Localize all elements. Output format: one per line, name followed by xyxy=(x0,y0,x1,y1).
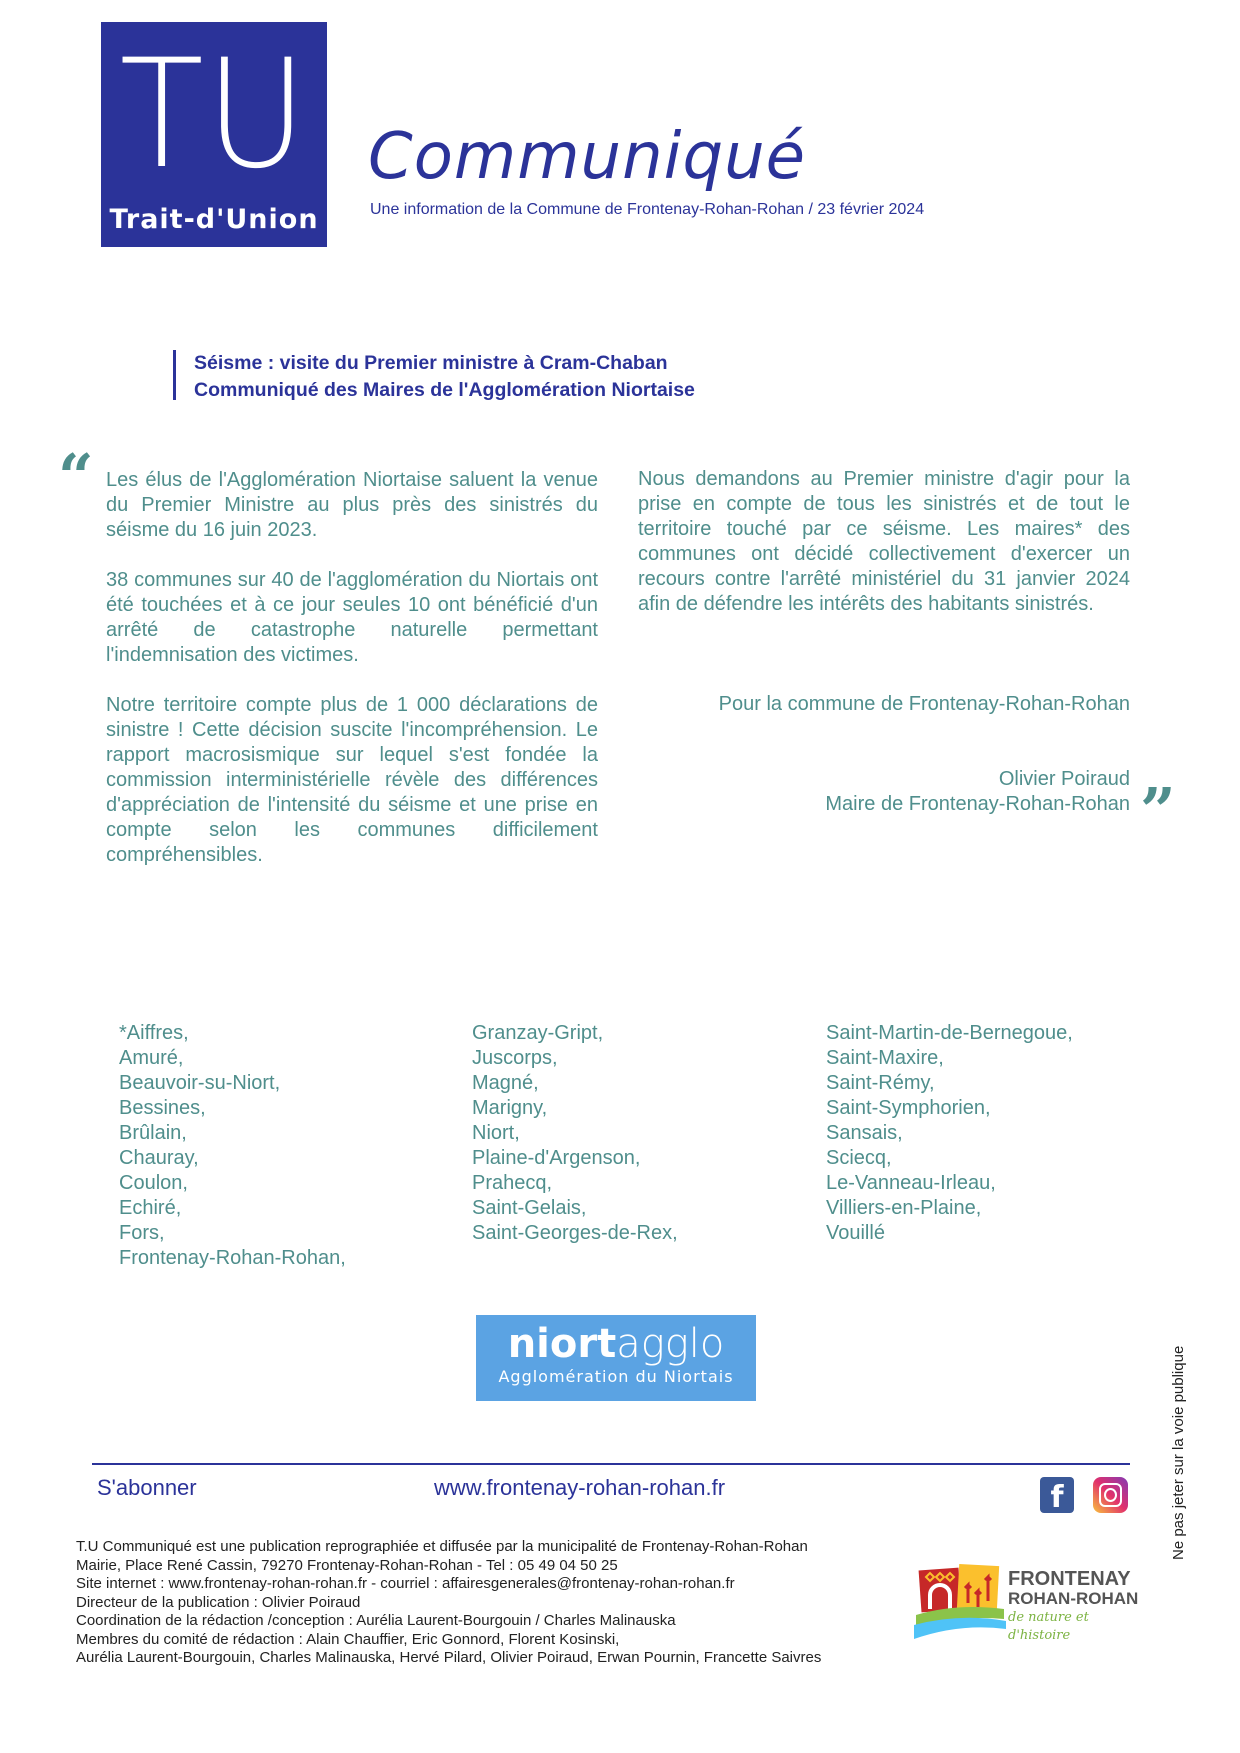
signer-name: Olivier Poiraud xyxy=(998,768,1130,790)
credit-line: Coordination de la rédaction /conception : Aurélia Laurent-Bourgouin / Charles Malinauska xyxy=(76,1612,676,1629)
credit-line: Aurélia Laurent-Bourgouin, Charles Malinauska, Hervé Pilard, Olivier Poiraud, Erwan Pournin, Francette Saivres xyxy=(76,1649,822,1666)
town-logo-tagline: de nature et d'histoire xyxy=(1008,1610,1089,1643)
paragraph: Les élus de l'Agglomération Niortaise saluent la venue du Premier Ministre au plus près des sinistrés du séisme du 16 juin 2023. xyxy=(106,469,598,541)
page-title: Communiqué xyxy=(368,120,806,194)
trait-d-union-logo xyxy=(101,22,327,247)
communes-column-3 xyxy=(826,1021,1073,1246)
commune-item: Villiers-en-Plaine, xyxy=(826,1197,982,1219)
website-link[interactable]: www.frontenay-rohan-rohan.fr xyxy=(434,1475,726,1500)
vertical-disposal-note: Ne pas jeter sur la voie publique xyxy=(1170,1345,1187,1560)
commune-item: Niort, xyxy=(472,1122,520,1144)
commune-item: Beauvoir-su-Niort, xyxy=(119,1072,281,1094)
commune-item: Sciecq, xyxy=(826,1147,892,1169)
open-quote-icon: “ xyxy=(58,440,94,513)
commune-item: Magné, xyxy=(472,1072,539,1094)
commune-item: Marigny, xyxy=(472,1097,548,1119)
page-subtitle: Une information de la Commune de Frontenay-Rohan-Rohan / 23 février 2024 xyxy=(370,201,925,218)
commune-item: Fors, xyxy=(119,1222,165,1244)
niort-agglo-wordmark xyxy=(476,1321,756,1367)
commune-item: Saint-Martin-de-Bernegoue, xyxy=(826,1022,1073,1044)
for-commune: Pour la commune de Frontenay-Rohan-Rohan xyxy=(718,693,1130,715)
headline-accent-bar xyxy=(173,350,176,400)
logo-word-niort: niort xyxy=(507,1321,617,1367)
commune-item: Juscorps, xyxy=(472,1047,558,1069)
close-quote-icon: ” xyxy=(1140,774,1176,847)
commune-item: Saint-Gelais, xyxy=(472,1197,587,1219)
commune-item: Granzay-Gript, xyxy=(472,1022,604,1044)
commune-item: Saint-Symphorien, xyxy=(826,1097,991,1119)
headline-line-1: Séisme : visite du Premier ministre à Cram-Chaban xyxy=(194,352,668,374)
town-logo-text xyxy=(1008,1569,1152,1645)
town-emblem-icon xyxy=(912,1563,1008,1643)
publication-credits xyxy=(76,1538,821,1668)
niort-agglo-tagline: Agglomération du Niortais xyxy=(498,1367,734,1386)
paragraph: Nous demandons au Premier ministre d'agir pour la prise en compte de tous les sinistrés et de tout le territoire touché par ce séisme. Les maires* des communes ont décidé collectivement d'exercer un recours contre l'arrêté ministériel du 31 janvier 2024 afin de défendre les intérêts des habitants sinistrés. xyxy=(638,468,1130,615)
commune-item: Coulon, xyxy=(119,1172,188,1194)
commune-item: *Aiffres, xyxy=(119,1022,189,1044)
paragraph: Notre territoire compte plus de 1 000 déclarations de sinistre ! Cette décision suscite l'incompréhension. Le rapport macrosismique sur lequel s'est fondée la commission interministérielle révèle des différences d'appréciation de l'intensité du séisme et une prise en compte selon les communes difficilement compréhensibles. xyxy=(106,694,598,866)
commune-item: Prahecq, xyxy=(472,1172,553,1194)
commune-item: Chauray, xyxy=(119,1147,199,1169)
commune-item: Saint-Maxire, xyxy=(826,1047,944,1069)
headline xyxy=(194,350,695,404)
commune-item: Le-Vanneau-Irleau, xyxy=(826,1172,996,1194)
credit-line: T.U Communiqué est une publication reprographiée et diffusée par la municipalité de Frontenay-Rohan-Rohan xyxy=(76,1538,808,1555)
commune-item: Sansais, xyxy=(826,1122,903,1144)
town-logo-line-1: FRONTENAY xyxy=(1008,1568,1131,1590)
headline-line-2: Communiqué des Maires de l'Agglomération Niortaise xyxy=(194,379,695,401)
credit-line: Mairie, Place René Cassin, 79270 Frontenay-Rohan-Rohan - Tel : 05 49 04 50 25 xyxy=(76,1556,618,1574)
commune-item: Vouillé xyxy=(826,1222,885,1244)
commune-item: Amuré, xyxy=(119,1047,184,1069)
instagram-lens xyxy=(1104,1488,1117,1502)
commune-item: Frontenay-Rohan-Rohan, xyxy=(119,1247,346,1269)
town-logo-line-2: ROHAN-ROHAN xyxy=(1008,1589,1139,1608)
signer-title: Maire de Frontenay-Rohan-Rohan xyxy=(825,793,1130,815)
credit-line: Site internet : www.frontenay-rohan-rohan.fr - courriel : affairesgenerales@frontenay-rohan-rohan.fr xyxy=(76,1575,735,1592)
communes-column-1 xyxy=(119,1021,346,1271)
commune-item: Saint-Rémy, xyxy=(826,1072,935,1094)
paragraph: 38 communes sur 40 de l'agglomération du Niortais ont été touchées et à ce jour seules 10 ont bénéficié d'un arrêté de catastrophe naturelle permettant l'indemnisation des victimes. xyxy=(106,569,598,666)
commune-item: Saint-Georges-de-Rex, xyxy=(472,1222,678,1244)
commune-item: Echiré, xyxy=(119,1197,182,1219)
credit-line: Membres du comité de rédaction : Alain Chauffier, Eric Gonnord, Florent Kosinski, xyxy=(76,1630,620,1648)
article-left-column xyxy=(106,468,598,893)
facebook-glyph: f xyxy=(1050,1480,1064,1513)
instagram-icon[interactable] xyxy=(1093,1477,1128,1513)
footer-divider xyxy=(92,1463,1130,1465)
commune-item: Bessines, xyxy=(119,1097,206,1119)
facebook-icon[interactable] xyxy=(1040,1477,1074,1513)
niort-agglo-logo xyxy=(476,1315,756,1401)
commune-item: Plaine-d'Argenson, xyxy=(472,1147,641,1169)
frontenay-rohan-rohan-logo xyxy=(912,1563,1152,1643)
article-right-column xyxy=(638,467,1130,642)
communes-column-2 xyxy=(472,1021,678,1246)
logo-letters: TU xyxy=(119,28,309,202)
credit-line: Directeur de la publication : Olivier Poiraud xyxy=(76,1593,361,1611)
subscribe-link[interactable]: S'abonner xyxy=(97,1475,197,1500)
commune-item: Brûlain, xyxy=(119,1122,187,1144)
logo-name: Trait-d'Union xyxy=(109,204,319,235)
logo-word-agglo: agglo xyxy=(616,1321,725,1367)
